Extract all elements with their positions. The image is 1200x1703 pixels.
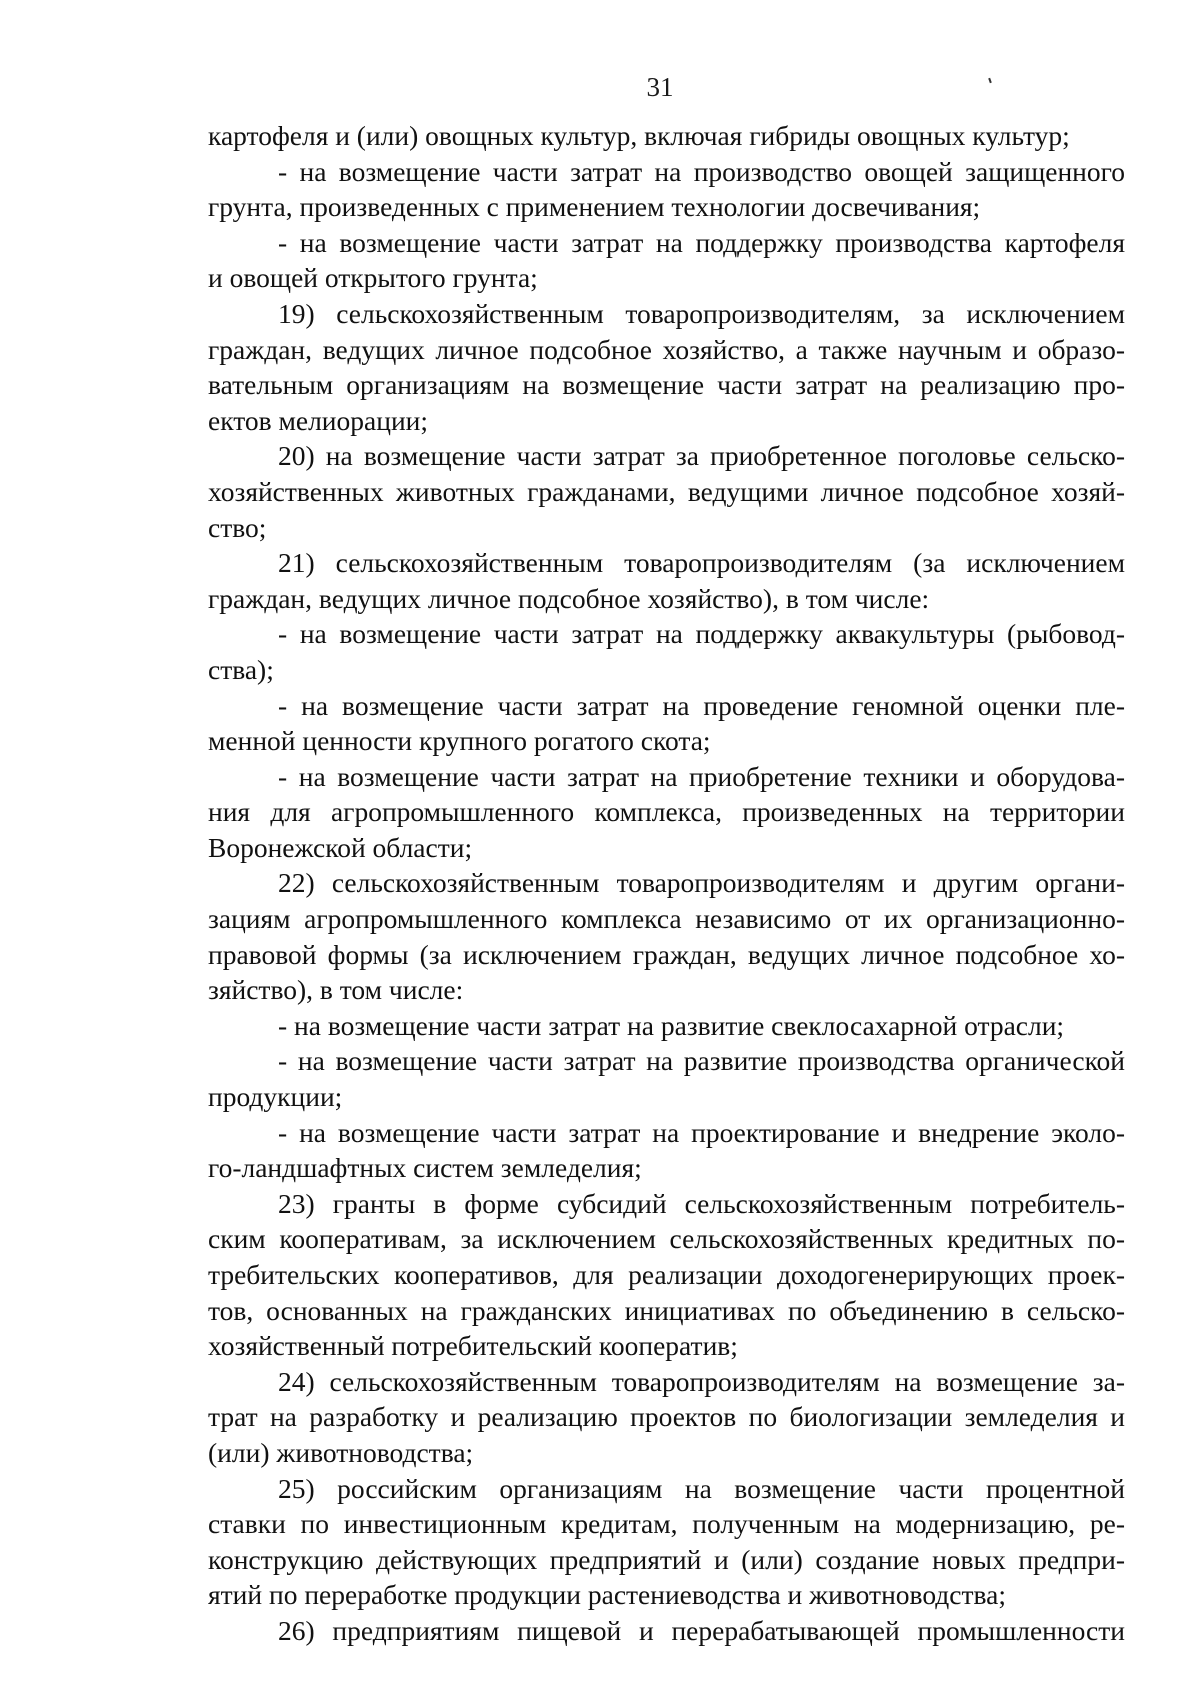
- text-line: 24) сельскохозяйственным товаропроизводителям на возмещение за-: [278, 1365, 1125, 1397]
- text-line: ства);: [208, 653, 274, 685]
- text-line: граждан, ведущих личное подсобное хозяйство, а также научным и образо-: [208, 333, 1125, 365]
- text-line: 20) на возмещение части затрат за приобретенное поголовье сельско-: [278, 440, 1125, 472]
- document-body: [208, 118, 1125, 1649]
- text-line: тов, основанных на гражданских инициативах по объединению в сельско-: [208, 1294, 1125, 1326]
- text-line: ния для агропромышленного комплекса, произведенных на территории: [208, 796, 1125, 828]
- text-line: - на возмещение части затрат на производство овощей защищенного: [278, 155, 1125, 187]
- text-line: 21) сельскохозяйственным товаропроизводителям (за исключением: [278, 547, 1125, 579]
- text-line: хозяйственных животных гражданами, ведущими личное подсобное хозяй-: [208, 475, 1125, 507]
- text-line: ставки по инвестиционным кредитам, полученным на модернизацию, ре-: [208, 1508, 1125, 1540]
- text-line: - на возмещение части затрат на проектирование и внедрение эколо-: [278, 1116, 1125, 1148]
- text-line: - на возмещение части затрат на развитие производства органической: [278, 1045, 1125, 1077]
- text-line: граждан, ведущих личное подсобное хозяйство), в том числе:: [208, 582, 930, 614]
- text-line: ство;: [208, 511, 267, 543]
- text-line: трат на разработку и реализацию проектов по биологизации земледелия и: [208, 1401, 1125, 1433]
- text-line: го-ландшафтных систем земледелия;: [208, 1152, 642, 1184]
- text-line: - на возмещение части затрат на проведение геномной оценки пле-: [278, 689, 1125, 721]
- text-line: картофеля и (или) овощных культур, включая гибриды овощных культур;: [208, 120, 1070, 151]
- text-line: грунта, произведенных с применением технологии досвечивания;: [208, 191, 981, 223]
- text-line: зяйство), в том числе:: [208, 974, 464, 1006]
- text-line: ским кооперативам, за исключением сельскохозяйственных кредитных по-: [208, 1223, 1125, 1255]
- text-line: ектов мелиорации;: [208, 404, 429, 436]
- text-line: 25) российским организациям на возмещение части процентной: [278, 1472, 1125, 1504]
- text-line: (или) животноводства;: [208, 1436, 474, 1468]
- text-line: 23) гранты в форме субсидий сельскохозяйственным потребитель-: [278, 1187, 1125, 1219]
- text-line: правовой формы (за исключением граждан, ведущих личное подсобное хо-: [208, 938, 1125, 970]
- text-line: продукции;: [208, 1081, 343, 1113]
- page-number: 31: [646, 72, 674, 102]
- text-line: конструкцию действующих предприятий и (или) создание новых предпри-: [208, 1543, 1125, 1575]
- text-line: - на возмещение части затрат на развитие свеклосахарной отрасли;: [278, 1009, 1065, 1041]
- text-line: требительских кооперативов, для реализации доходогенерирующих проек-: [208, 1259, 1125, 1290]
- text-line: хозяйственный потребительский кооператив;: [208, 1330, 738, 1362]
- text-line: Воронежской области;: [208, 831, 473, 863]
- text-line: ятий по переработке продукции растениеводства и животноводства;: [208, 1579, 1006, 1611]
- text-line: и овощей открытого грунта;: [208, 262, 538, 294]
- text-line: вательным организациям на возмещение части затрат на реализацию про-: [208, 369, 1125, 401]
- text-line: - на возмещение части затрат на поддержку производства картофеля: [278, 226, 1125, 258]
- text-line: менной ценности крупного рогатого скота;: [208, 725, 711, 757]
- text-line: 22) сельскохозяйственным товаропроизводителям и другим органи-: [278, 867, 1125, 899]
- text-line: - на возмещение части затрат на поддержку аквакультуры (рыбовод-: [278, 618, 1125, 650]
- text-line: - на возмещение части затрат на приобретение техники и оборудова-: [278, 760, 1125, 792]
- text-line: зациям агропромышленного комплекса независимо от их организационно-: [208, 903, 1125, 935]
- text-line: 19) сельскохозяйственным товаропроизводителям, за исключением: [278, 297, 1125, 329]
- text-line: 26) предприятиям пищевой и перерабатывающей промышленности: [278, 1614, 1125, 1646]
